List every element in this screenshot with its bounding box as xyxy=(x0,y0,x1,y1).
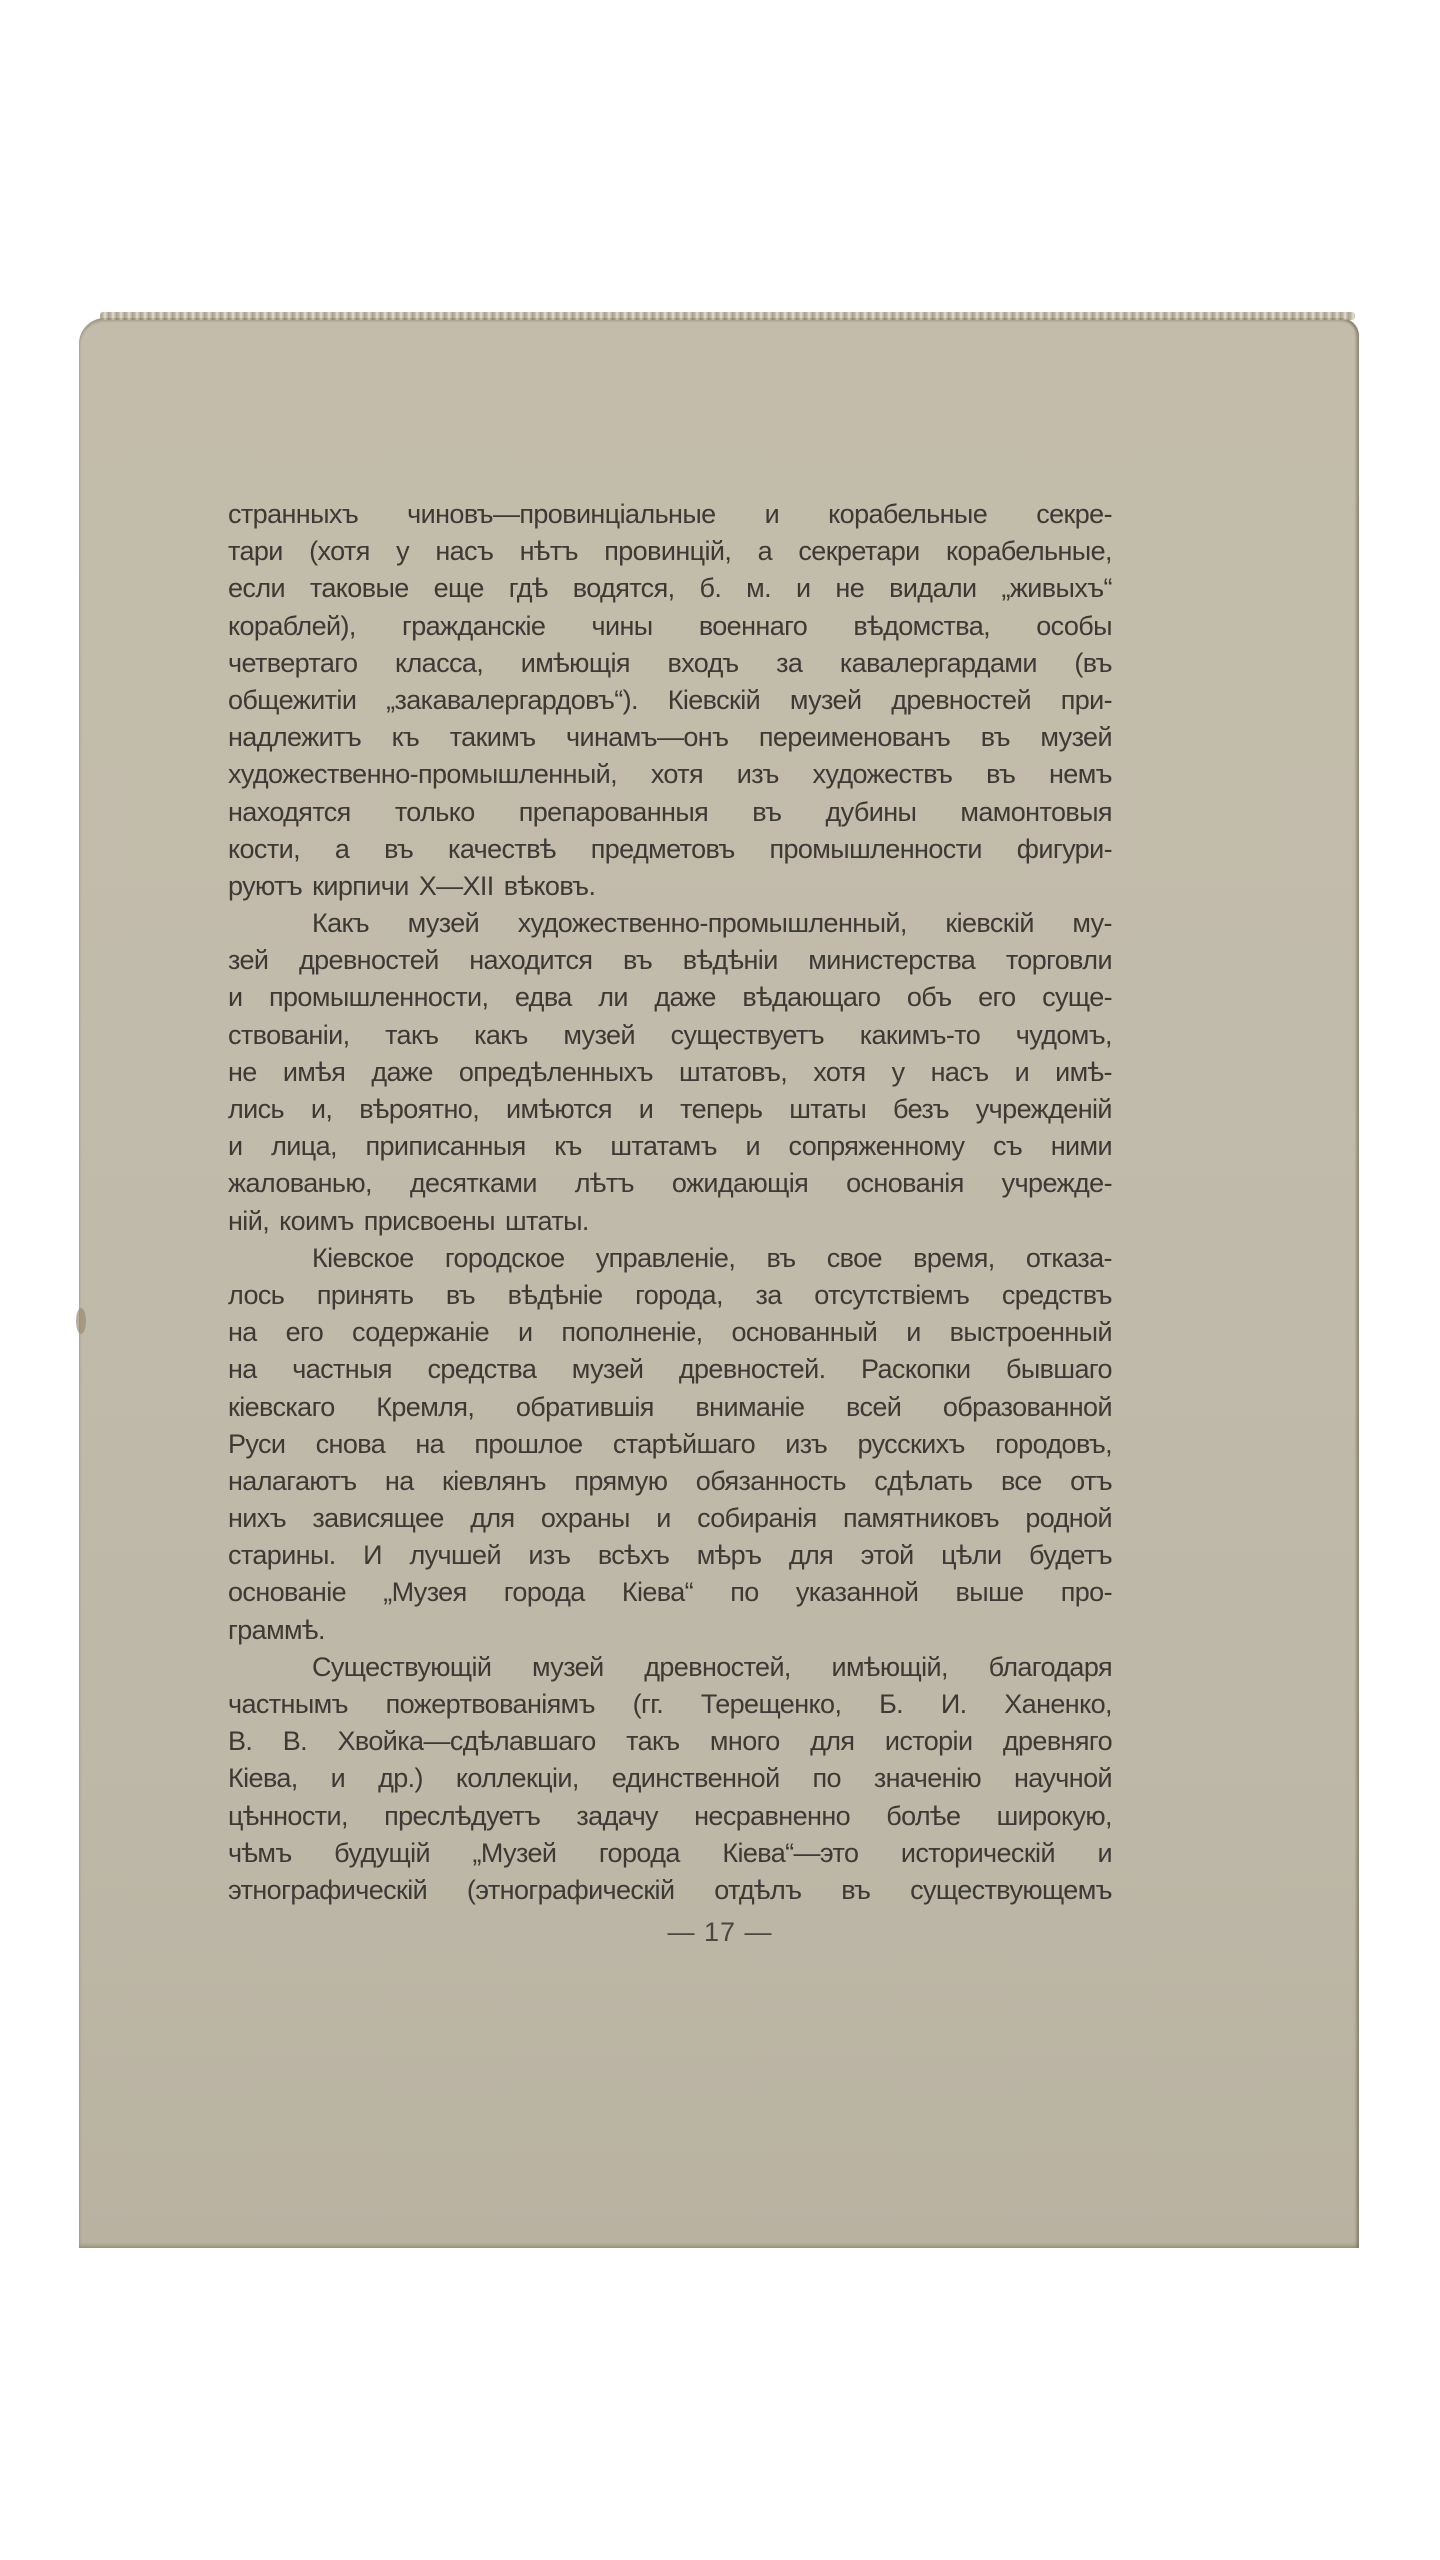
text-line: художественно-промышленный, хотя изъ художествъ въ немъ xyxy=(228,759,1112,790)
text-line: на его содержаніе и пополненіе, основанный и выстроенный xyxy=(228,1317,1112,1348)
text-line: лись и, вѣроятно, имѣются и теперь штаты безъ учрежденій xyxy=(228,1094,1112,1124)
page-number: — 17 — xyxy=(667,1917,773,1947)
text-line: нихъ зависящее для охраны и собиранія памятниковъ родной xyxy=(228,1503,1112,1534)
text-line: кораблей), гражданскіе чины военнаго вѣдомства, особы xyxy=(228,610,1112,641)
text-line: ній, коимъ присвоены штаты. xyxy=(228,1205,589,1236)
text-line: основаніе „Музея города Кіева“ по указанной выше про- xyxy=(228,1577,1112,1608)
text-line: и лица, приписанныя къ штатамъ и сопряженному съ ними xyxy=(228,1131,1112,1162)
text-line: частнымъ пожертвованіямъ (гг. Терещенко, Б. И. Ханенко, xyxy=(228,1689,1112,1719)
text-line: кости, а въ качествѣ предметовъ промышленности фигури- xyxy=(228,833,1112,864)
text-line: общежитіи „закавалергардовъ“). Кіевскій музей древностей при- xyxy=(228,684,1112,715)
text-line: странныхъ чиновъ—провинціальные и корабельные секре- xyxy=(228,499,1112,529)
text-line: находятся только препарованныя въ дубины мамонтовыя xyxy=(228,796,1112,827)
text-line: этнографическій (этнографическій отдѣлъ въ существующемъ xyxy=(228,1874,1112,1905)
body-text xyxy=(228,496,1112,1909)
text-line: руютъ кирпичи X—XII вѣковъ. xyxy=(228,870,596,901)
page-top-edge xyxy=(100,312,1355,320)
text-line: кіевскаго Кремля, обратившія вниманіе всей образованной xyxy=(228,1391,1112,1422)
text-line: Существующій музей древностей, имѣющій, благодаря xyxy=(312,1651,1112,1682)
text-line: и промышленности, едва ли даже вѣдающаго объ его суще- xyxy=(228,982,1112,1013)
text-line: В. В. Хвойка—сдѣлавшаго такъ много для исторіи древняго xyxy=(228,1726,1112,1757)
text-line: не имѣя даже опредѣленныхъ штатовъ, хотя у насъ и имѣ- xyxy=(228,1056,1112,1087)
text-line: старины. И лучшей изъ всѣхъ мѣръ для этой цѣли будетъ xyxy=(228,1540,1112,1571)
text-line: Кіева, и др.) коллекціи, единственной по значенію научной xyxy=(228,1763,1112,1794)
text-line: тари (хотя у насъ нѣтъ провинцій, а секретари корабельные, xyxy=(228,536,1112,567)
text-line: цѣнности, преслѣдуетъ задачу несравненно болѣе широкую, xyxy=(228,1800,1112,1831)
text-line: Кіевское городское управленіе, въ свое время, отказа- xyxy=(312,1242,1112,1273)
text-line: Какъ музей художественно-промышленный, кіевскій му- xyxy=(312,908,1112,939)
page-edge-smudge xyxy=(76,1308,86,1334)
text-line: на частныя средства музей древностей. Раскопки бывшаго xyxy=(228,1354,1112,1385)
text-line: чѣмъ будущій „Музей города Кіева“—это историческій и xyxy=(228,1837,1112,1868)
text-line: лось принять въ вѣдѣніе города, за отсутствіемъ средствъ xyxy=(228,1279,1112,1310)
text-line: зей древностей находится въ вѣдѣніи министерства торговли xyxy=(228,945,1112,976)
text-line: если таковые еще гдѣ водятся, б. м. и не видали „живыхъ“ xyxy=(228,573,1112,604)
text-line: налагаютъ на кіевлянъ прямую обязанность сдѣлать все отъ xyxy=(228,1465,1112,1496)
text-line: жалованью, десятками лѣтъ ожидающія основанія учрежде- xyxy=(228,1168,1112,1199)
text-line: четвертаго класса, имѣющія входъ за кавалергардами (въ xyxy=(228,647,1112,678)
text-line: надлежитъ къ такимъ чинамъ—онъ переименованъ въ музей xyxy=(228,722,1112,753)
text-line: ствованіи, такъ какъ музей существуетъ какимъ-то чудомъ, xyxy=(228,1019,1112,1050)
text-line: Руси снова на прошлое старѣйшаго изъ русскихъ городовъ, xyxy=(228,1428,1112,1459)
text-line: граммѣ. xyxy=(228,1614,325,1645)
